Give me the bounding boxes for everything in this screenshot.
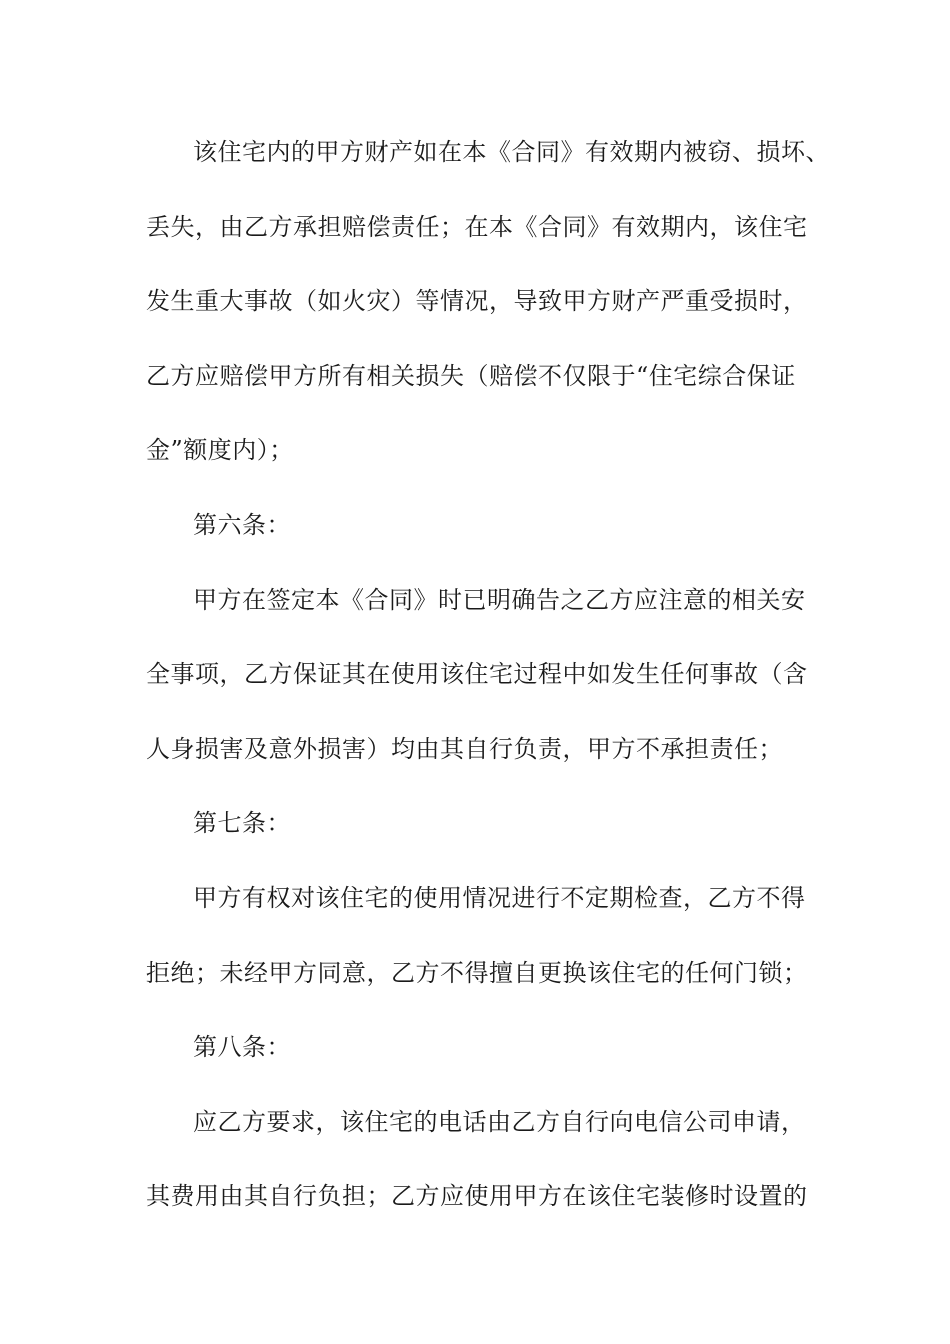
- paragraph-line: 甲方在签定本《合同》时已明确告之乙方应注意的相关安: [193, 586, 806, 614]
- paragraph-line: 拒绝；未经甲方同意，乙方不得擅自更换该住宅的任何门锁；: [146, 959, 808, 987]
- paragraph-line: 发生重大事故（如火灾）等情况，导致甲方财产严重受损时，: [146, 287, 808, 315]
- paragraph-line: 人身损害及意外损害）均由其自行负责，甲方不承担责任；: [146, 735, 783, 763]
- paragraph-line: 该住宅内的甲方财产如在本《合同》有效期内被窃、损坏、: [193, 138, 830, 166]
- paragraph-line: 丢失，由乙方承担赔偿责任；在本《合同》有效期内，该住宅: [146, 213, 808, 241]
- article-heading: 第八条：: [193, 1033, 291, 1061]
- paragraph-line: 全事项，乙方保证其在使用该住宅过程中如发生任何事故（含: [146, 660, 808, 688]
- article-heading: 第六条：: [193, 511, 291, 539]
- paragraph-line: 其费用由其自行负担；乙方应使用甲方在该住宅装修时设置的: [146, 1182, 808, 1210]
- paragraph-line: 金”额度内）；: [146, 436, 294, 464]
- paragraph-line: 应乙方要求，该住宅的电话由乙方自行向电信公司申请，: [193, 1108, 806, 1136]
- paragraph-line: 乙方应赔偿甲方所有相关损失（赔偿不仅限于“住宅综合保证: [146, 362, 796, 390]
- article-heading: 第七条：: [193, 809, 291, 837]
- paragraph-line: 甲方有权对该住宅的使用情况进行不定期检查，乙方不得: [193, 884, 806, 912]
